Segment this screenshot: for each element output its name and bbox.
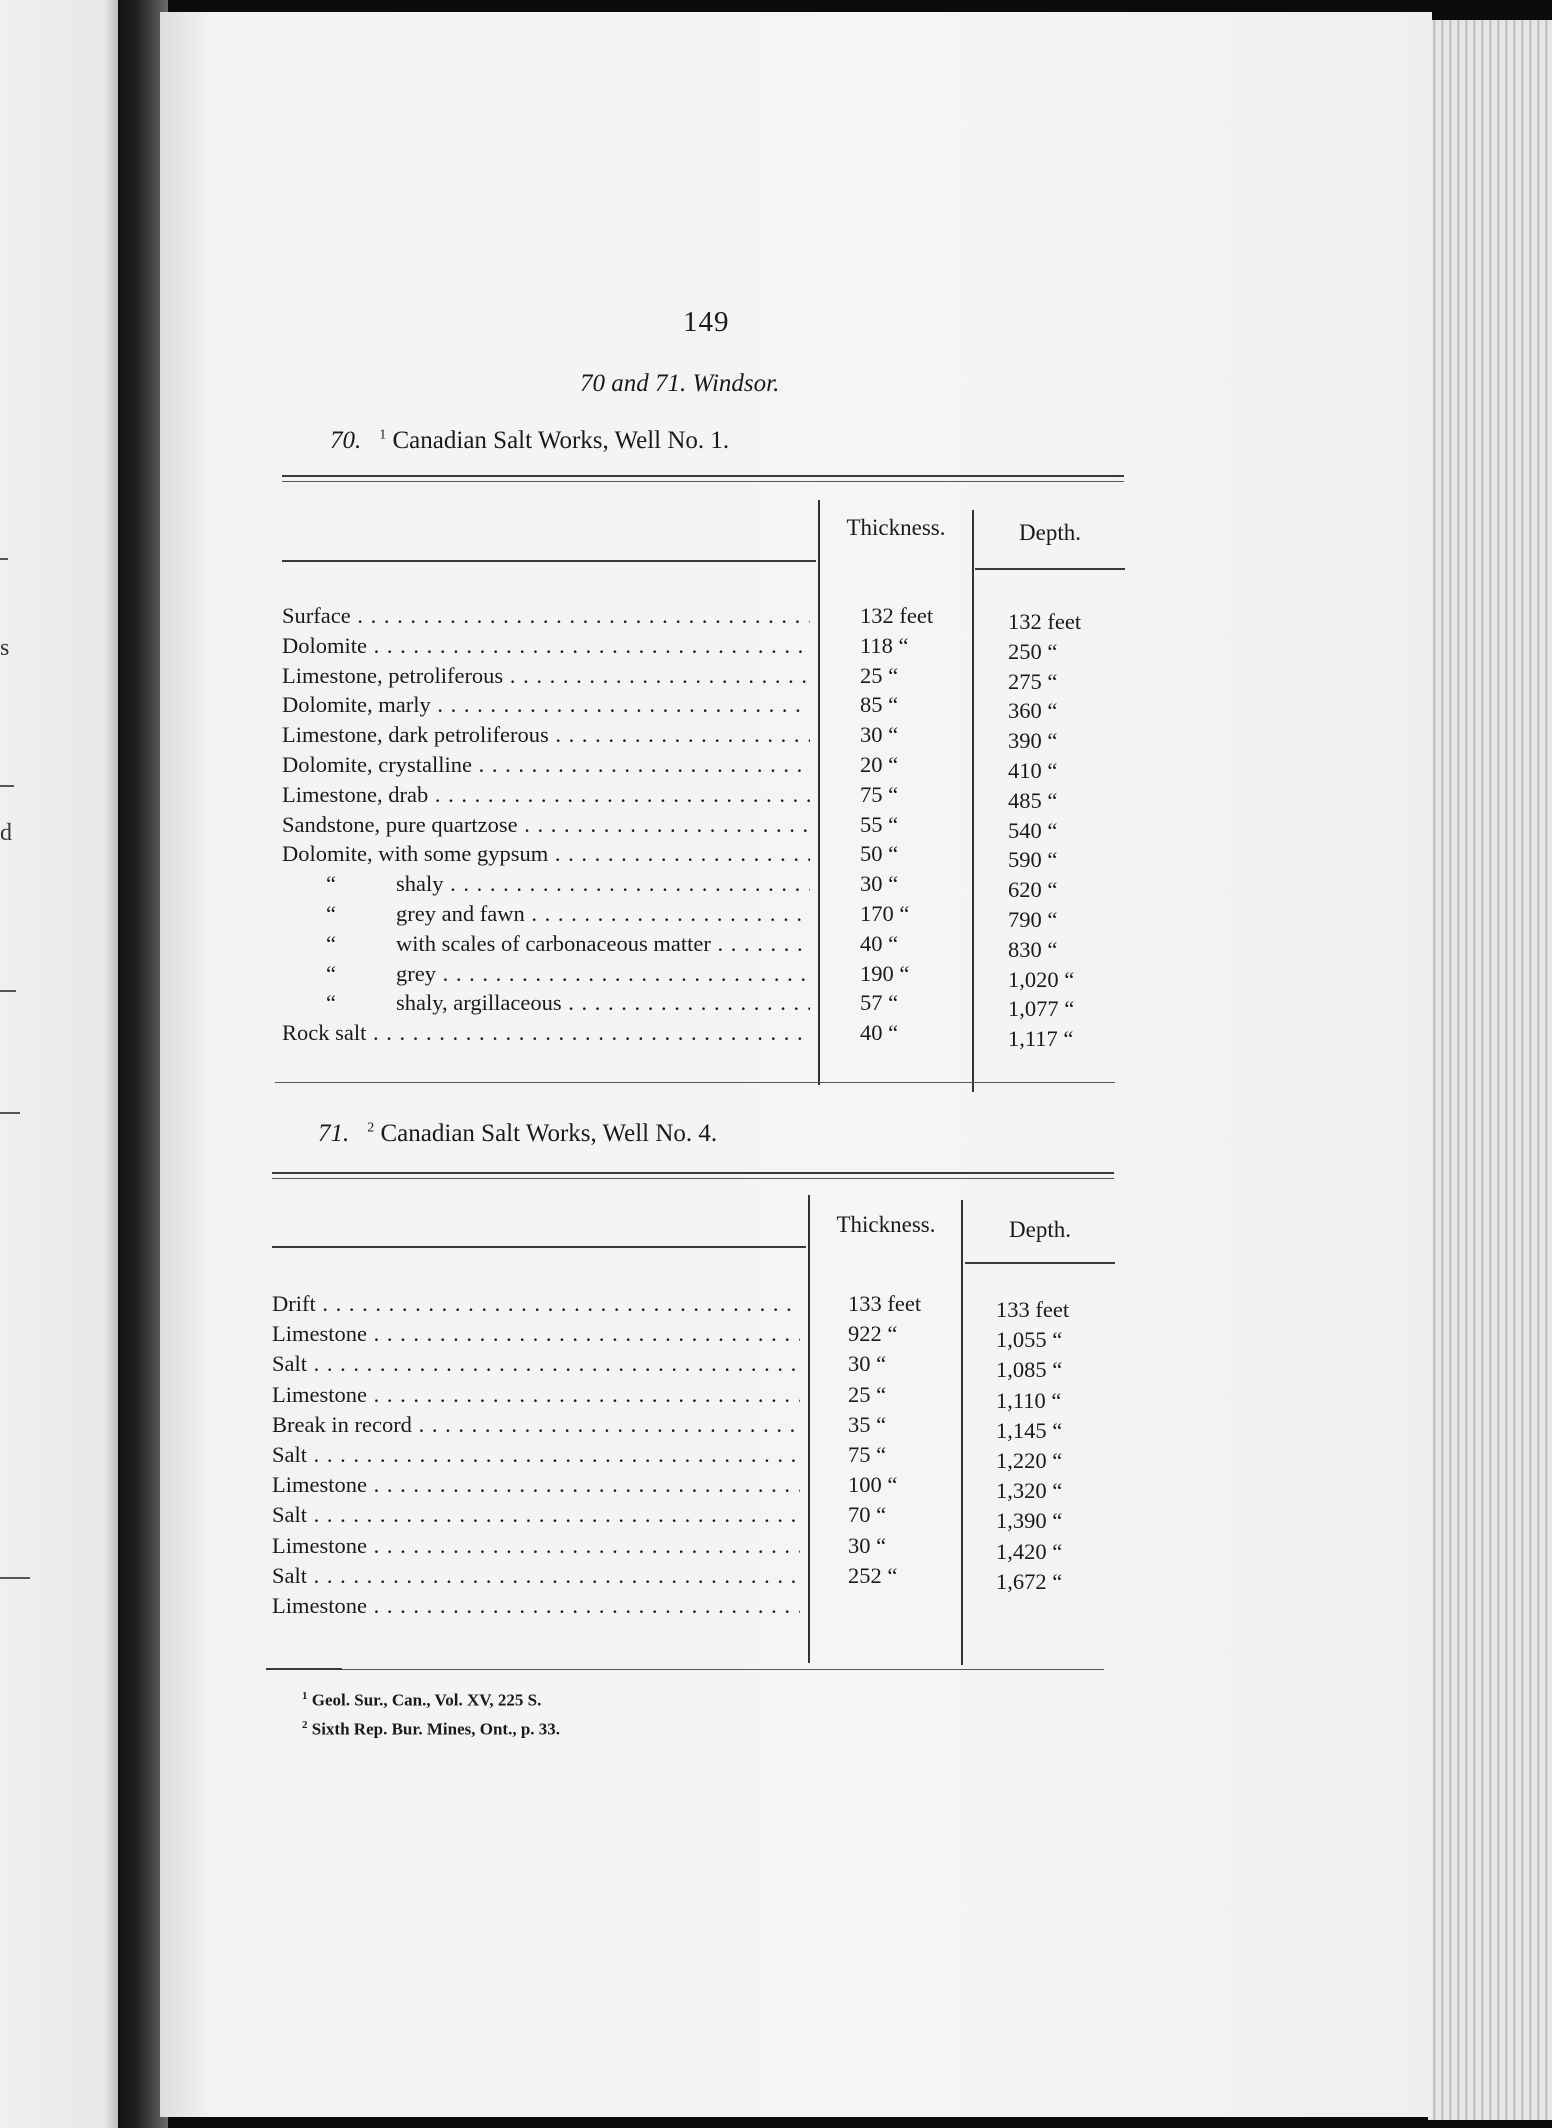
row-label-text: Limestone [272, 1593, 367, 1618]
table-row-label [282, 871, 810, 897]
column-divider [818, 500, 820, 1085]
thickness-cell: 35 “ [848, 1412, 887, 1437]
depth-cell: 620 “ [1008, 877, 1058, 902]
table-row-label [272, 1563, 800, 1589]
page-edges [1428, 20, 1552, 2120]
header-rule [272, 1246, 806, 1248]
thickness-cell: 30 “ [860, 871, 899, 896]
depth-cell: 360 “ [1008, 698, 1058, 723]
row-label-text: Dolomite, with some gypsum [282, 841, 549, 866]
row-label-text: Limestone [272, 1472, 367, 1497]
table-row-label [282, 722, 810, 748]
row-label-text: Limestone [272, 1321, 367, 1346]
thickness-cell: 70 “ [848, 1502, 887, 1527]
depth-cell: 1,390 “ [996, 1508, 1063, 1533]
thickness-cell: 20 “ [860, 752, 899, 777]
thickness-cell: 100 “ [848, 1472, 898, 1497]
depth-cell: 1,020 “ [1008, 967, 1075, 992]
thickness-cell: 85 “ [860, 692, 899, 717]
column-divider [961, 1200, 963, 1665]
depth-cell: 1,672 “ [996, 1569, 1063, 1594]
footnote-ref: 2 [367, 1120, 375, 1136]
table-bottom-rule [266, 1669, 1104, 1670]
table-row-label [272, 1593, 800, 1619]
header-rule [282, 560, 816, 562]
thickness-cell: 132 feet [860, 603, 934, 628]
depth-cell: 1,117 “ [1008, 1026, 1074, 1051]
thickness-cell: 190 “ [860, 961, 910, 986]
ditto-mark: “ [326, 871, 336, 896]
header-rule [965, 1262, 1115, 1264]
table-row-label [282, 901, 810, 927]
left-page-edge [0, 0, 130, 2128]
row-label-text: Salt [272, 1502, 308, 1527]
row-label-text: Salt [272, 1442, 308, 1467]
table-bottom-rule [275, 1082, 1115, 1083]
row-label-text: Dolomite [282, 633, 367, 658]
thickness-cell: 40 “ [860, 931, 899, 956]
left-page-rule [0, 785, 14, 787]
table-row-label [282, 812, 810, 838]
thickness-cell: 75 “ [848, 1442, 887, 1467]
depth-column-header: Depth. [1009, 1217, 1071, 1242]
well-number: 71. [318, 1120, 350, 1147]
thickness-cell: 30 “ [848, 1533, 887, 1558]
ditto-mark: “ [326, 990, 336, 1015]
left-page-fragment: d [0, 820, 12, 846]
table-row-label [282, 692, 810, 718]
depth-cell: 1,055 “ [996, 1327, 1063, 1352]
table-top-rule [272, 1172, 1114, 1174]
thickness-cell: 50 “ [860, 841, 899, 866]
depth-cell: 590 “ [1008, 847, 1058, 872]
depth-column-header: Depth. [1019, 520, 1081, 545]
row-label-text: grey [396, 961, 436, 986]
thickness-cell: 922 “ [848, 1321, 898, 1346]
table-row-label [282, 782, 810, 808]
row-label-text: grey and fawn [396, 901, 525, 926]
table-row-label [282, 841, 810, 867]
row-label-text: Sandstone, pure quartzose [282, 812, 518, 837]
thickness-cell: 57 “ [860, 990, 899, 1015]
row-label-text: Salt [272, 1351, 308, 1376]
depth-cell: 1,145 “ [996, 1418, 1063, 1443]
left-page-rule [0, 1112, 20, 1114]
row-label-text: Break in record [272, 1412, 412, 1437]
table-row-label [272, 1472, 800, 1498]
thickness-cell: 40 “ [860, 1020, 899, 1045]
well-number: 70. [330, 427, 362, 454]
table-row-label [282, 603, 810, 629]
thickness-cell: 30 “ [848, 1351, 887, 1376]
table-row-label [282, 1020, 810, 1046]
row-label-text: Limestone [272, 1382, 367, 1407]
column-divider [808, 1195, 810, 1663]
depth-cell: 1,320 “ [996, 1478, 1063, 1503]
thickness-cell: 133 feet [848, 1291, 922, 1316]
row-label-text: Limestone [272, 1533, 367, 1558]
left-page-rule [0, 558, 8, 560]
row-label-text: Rock salt [282, 1020, 367, 1045]
section-title: 70 and 71. Windsor. [580, 370, 780, 397]
thickness-cell: 55 “ [860, 812, 899, 837]
footnote-1 [302, 1684, 560, 1713]
table-row-label [282, 990, 810, 1016]
table-row-label [282, 961, 810, 987]
footnote-marker: 1 [302, 1690, 308, 1702]
footnote-rule [266, 1668, 342, 1670]
table-row-label [272, 1321, 800, 1347]
ditto-mark: “ [326, 901, 336, 926]
thickness-cell: 252 “ [848, 1563, 898, 1588]
thickness-column-header: Thickness. [846, 515, 946, 540]
row-label-text: Limestone, petroliferous [282, 663, 504, 688]
table-top-rule [282, 475, 1124, 477]
depth-cell: 410 “ [1008, 758, 1058, 783]
depth-cell: 132 feet [1008, 609, 1082, 634]
depth-cell: 790 “ [1008, 907, 1058, 932]
footnote-marker: 2 [302, 1718, 308, 1731]
table-row-label [282, 633, 810, 659]
depth-cell: 540 “ [1008, 818, 1058, 843]
thickness-cell: 75 “ [860, 782, 899, 807]
depth-cell: 1,085 “ [996, 1357, 1063, 1382]
depth-cell: 485 “ [1008, 788, 1058, 813]
row-label-text: Surface [282, 603, 351, 628]
row-label-text: shaly [396, 871, 444, 896]
well-title: Canadian Salt Works, Well No. 4. [380, 1120, 718, 1147]
table-row-label [272, 1351, 800, 1377]
depth-cell: 1,420 “ [996, 1539, 1063, 1564]
table-row-label [272, 1291, 800, 1317]
thickness-cell: 170 “ [860, 901, 910, 926]
depth-cell: 1,110 “ [996, 1388, 1062, 1413]
page-number: 149 [683, 306, 730, 338]
ditto-mark: “ [326, 931, 336, 956]
footnotes [302, 1684, 560, 1741]
left-page-rule [0, 1577, 30, 1579]
footnote-2 [302, 1713, 560, 1742]
table-row-label [282, 752, 810, 778]
table-top-rule [272, 1178, 1114, 1179]
depth-cell: 133 feet [996, 1297, 1070, 1322]
row-label-text: with scales of carbonaceous matter [396, 931, 711, 956]
table-top-rule [282, 481, 1124, 482]
column-divider [972, 510, 974, 1092]
depth-cell: 275 “ [1008, 669, 1058, 694]
row-label-text: Dolomite, marly [282, 692, 431, 717]
table-heading-well-70 [330, 427, 729, 455]
depth-cell: 250 “ [1008, 639, 1058, 664]
left-page-fragment: s [0, 635, 10, 661]
table-row-label [272, 1382, 800, 1408]
table-row-label [282, 931, 810, 957]
row-label-text: shaly, argillaceous [396, 990, 562, 1015]
table-row-label [272, 1412, 800, 1438]
book-page [160, 12, 1432, 2117]
depth-cell: 830 “ [1008, 937, 1058, 962]
table-row-label [272, 1533, 800, 1559]
left-page-rule [0, 990, 16, 992]
table-row-label [282, 663, 810, 689]
thickness-column-header: Thickness. [836, 1212, 936, 1237]
thickness-cell: 25 “ [848, 1382, 887, 1407]
footnote-text: Geol. Sur., Can., Vol. XV, 225 S. [311, 1690, 542, 1710]
row-label-text: Salt [272, 1563, 308, 1588]
table-row-label [272, 1502, 800, 1528]
row-label-text: Drift [272, 1291, 316, 1316]
ditto-mark: “ [326, 961, 336, 986]
depth-cell: 1,077 “ [1008, 996, 1075, 1021]
row-label-text: Dolomite, crystalline [282, 752, 472, 777]
footnote-text: Sixth Rep. Bur. Mines, Ont., p. 33. [311, 1719, 561, 1739]
row-label-text: Limestone, dark petroliferous [282, 722, 549, 747]
depth-cell: 390 “ [1008, 728, 1058, 753]
thickness-cell: 118 “ [860, 633, 909, 658]
thickness-cell: 25 “ [860, 663, 899, 688]
table-heading-well-71 [318, 1120, 717, 1148]
footnote-ref: 1 [379, 427, 387, 443]
thickness-cell: 30 “ [860, 722, 899, 747]
well-title: Canadian Salt Works, Well No. 1. [392, 427, 730, 454]
header-rule [975, 568, 1125, 570]
table-row-label [272, 1442, 800, 1468]
row-label-text: Limestone, drab [282, 782, 429, 807]
depth-cell: 1,220 “ [996, 1448, 1063, 1473]
